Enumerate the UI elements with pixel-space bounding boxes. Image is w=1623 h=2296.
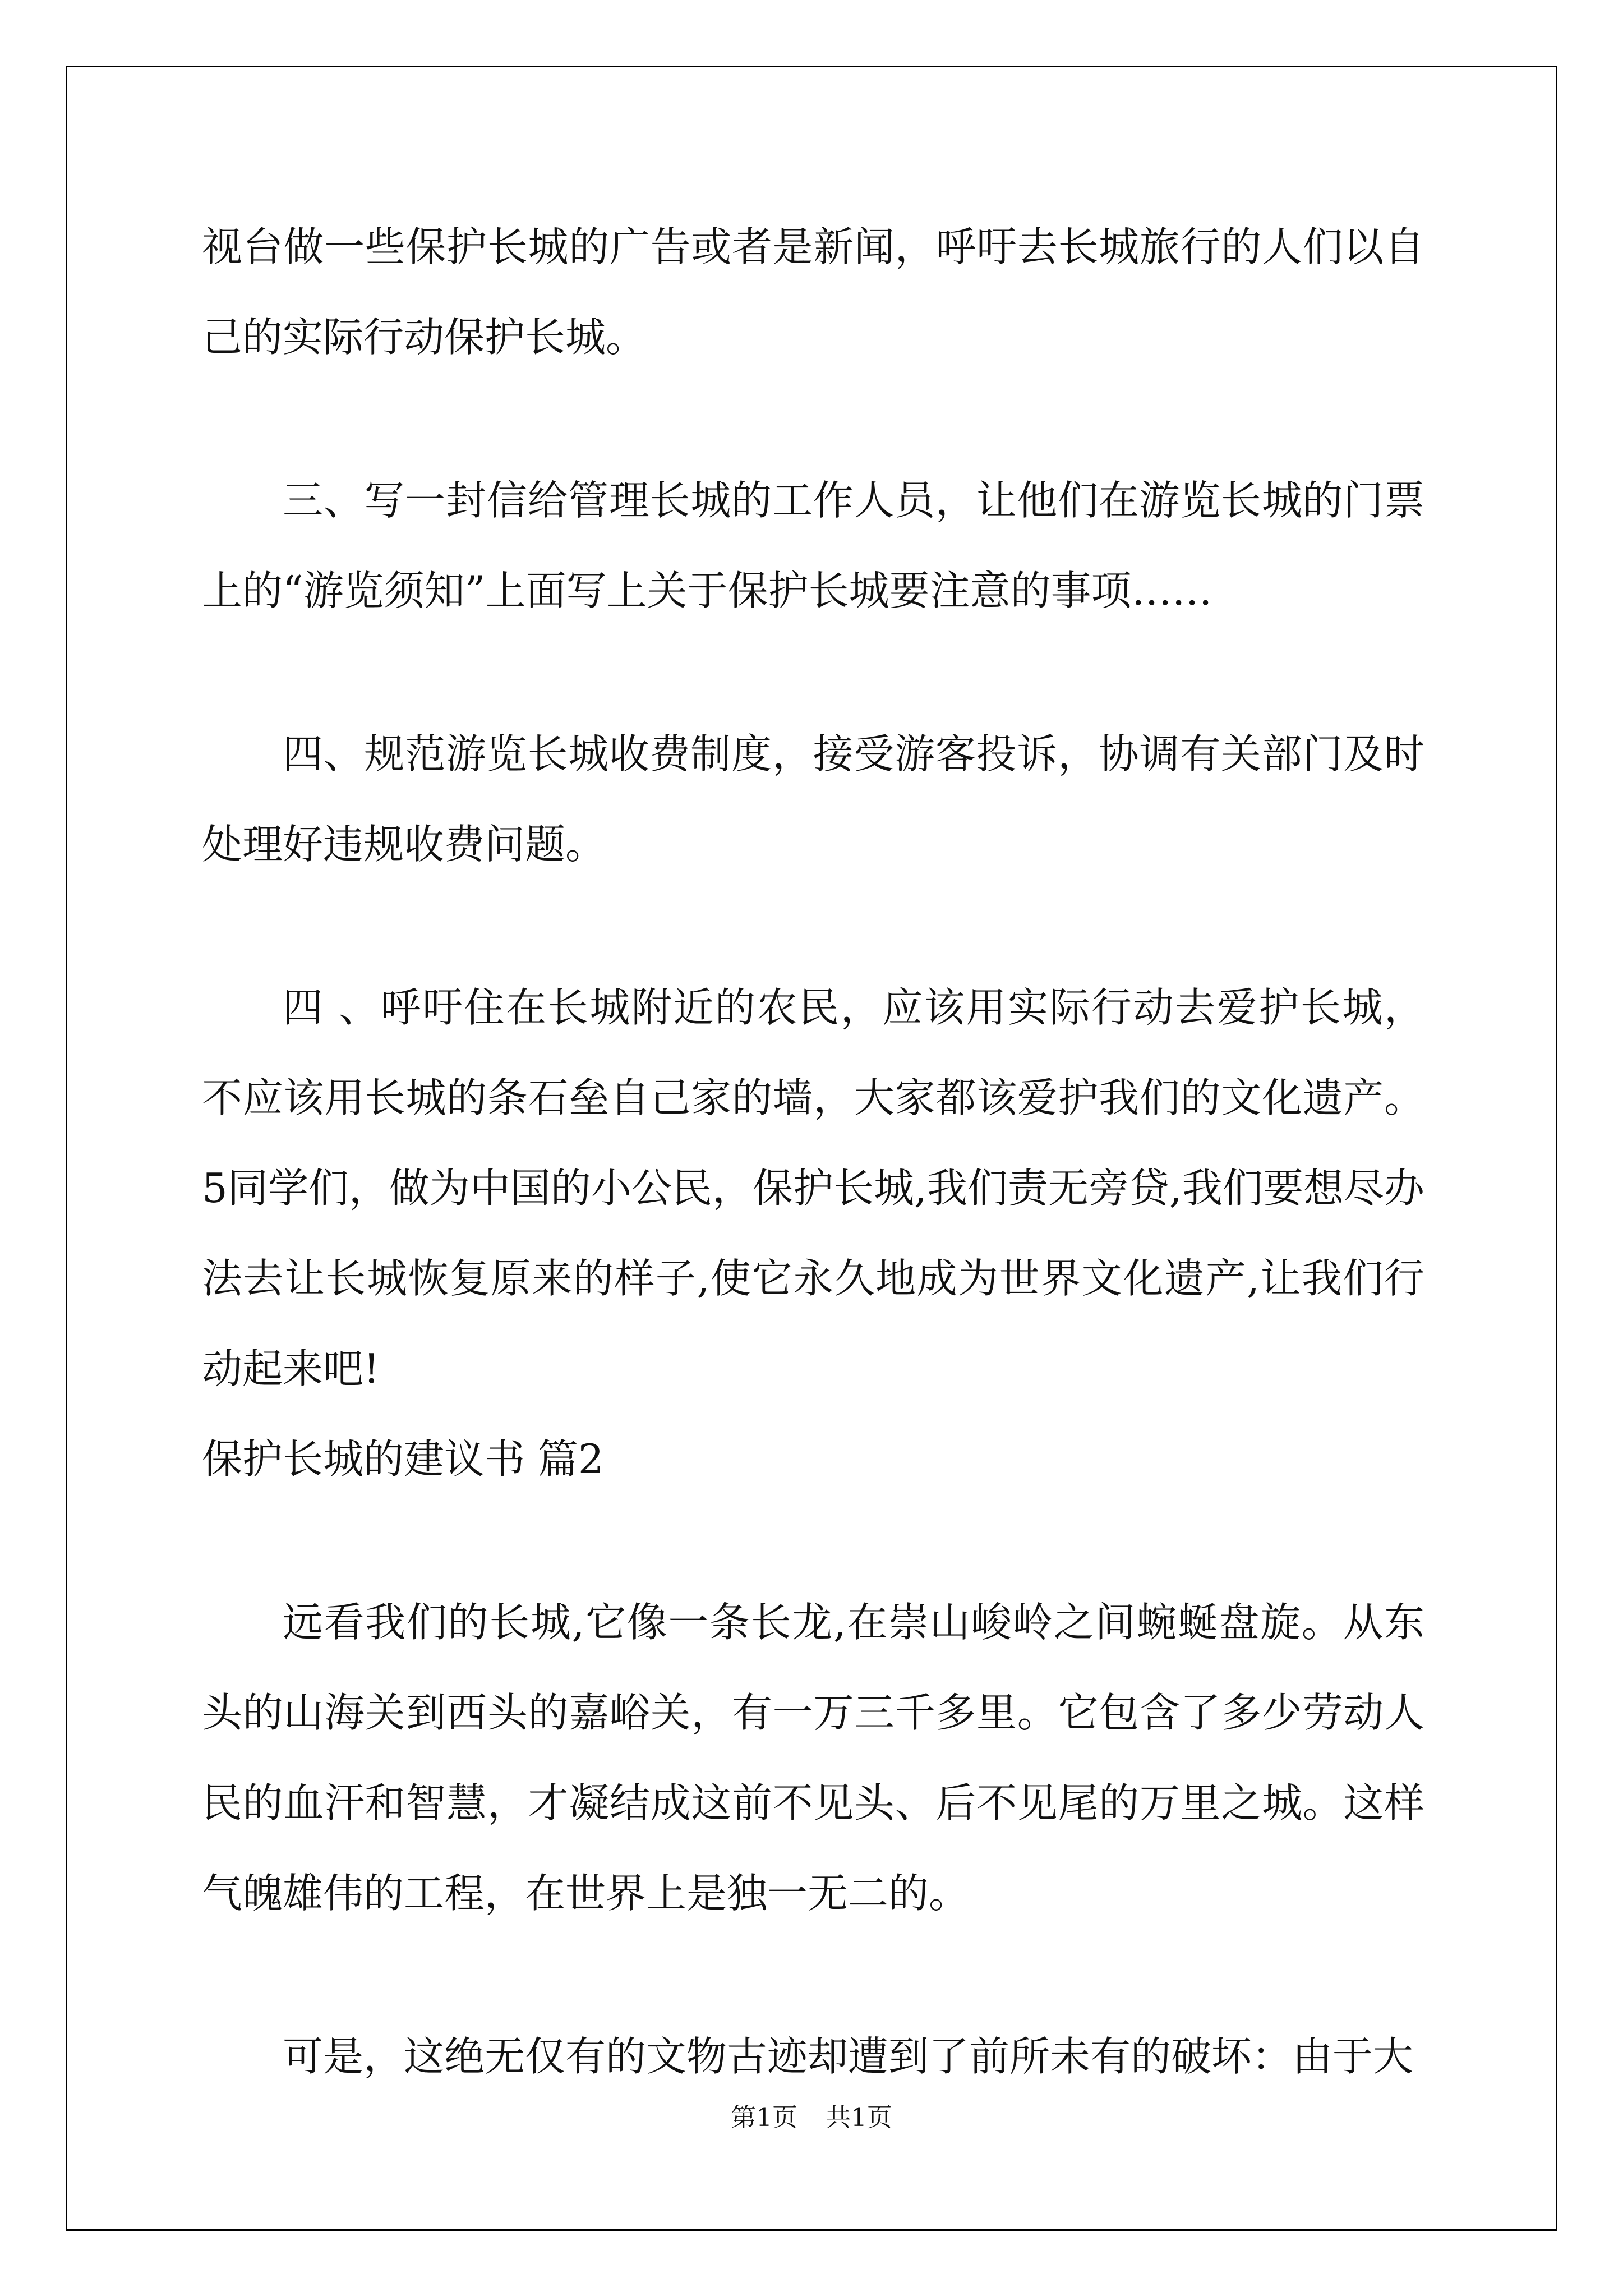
paragraph: 四、规范游览长城收费制度，接受游客投诉，协调有关部门及时处理好违规收费问题。 bbox=[202, 730, 1424, 868]
page-number: 第1页 bbox=[731, 2102, 797, 2132]
paragraph: 可是，这绝无仅有的文物古迹却遭到了前所未有的破坏：由于大 bbox=[283, 2033, 1414, 2080]
section-heading: 保护长城的建议书 篇2 bbox=[202, 1435, 604, 1483]
paragraph: 视台做一些保护长城的广告或者是新闻，呼吁去长城旅行的人们以自己的实际行动保护长城。 bbox=[202, 223, 1424, 361]
paragraph: 四 、呼吁住在长城附近的农民，应该用实际行动去爱护长城，不应该用长城的条石垒自己家的墙，大家都该爱护我们的文化遗产。5同学们，做为中国的小公民，保护长城,我们责无旁贷,我们要想尽办法去让长城恢复原来的样子,使它永久地成为世界文化遗产,让我们行动起来吧! bbox=[202, 984, 1424, 1392]
page-total: 共1页 bbox=[826, 2102, 892, 2132]
document-body bbox=[202, 202, 1424, 2175]
paragraph: 三、写一封信给管理长城的工作人员，让他们在游览长城的门票上的“游览须知”上面写上关于保护长城要注意的事项…… bbox=[202, 477, 1424, 614]
paragraph: 远看我们的长城,它像一条长龙,在崇山峻岭之间蜿蜒盘旋。从东头的山海关到西头的嘉峪关，有一万三千多里。它包含了多少劳动人民的血汗和智慧，才凝结成这前不见头、后不见尾的万里之城。这样气魄雄伟的工程，在世界上是独一无二的。 bbox=[202, 1599, 1424, 1917]
page-footer bbox=[0, 2097, 1623, 2133]
